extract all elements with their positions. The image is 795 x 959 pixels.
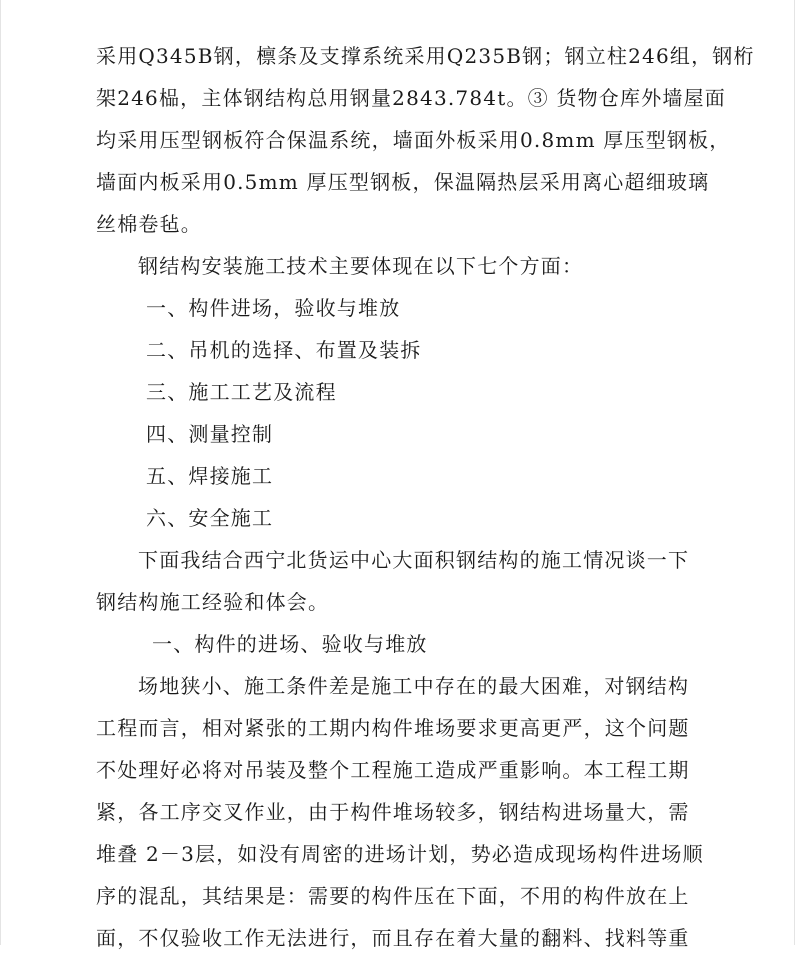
list-item: 一、构件进场，验收与堆放 — [146, 296, 401, 320]
text-line: 堆叠 2－3层，如没有周密的进场计划，势必造成现场构件进场顺 — [96, 842, 704, 866]
text-line: 面，不仅验收工作无法进行，而且存在着大量的翻料、找料等重 — [96, 926, 690, 950]
text-line: 丝棉卷毡。 — [96, 212, 202, 236]
paragraph-start: 场地狭小、施工条件差是施工中存在的最大困难，对钢结构 — [138, 674, 690, 698]
paragraph-start: 下面我结合西宁北货运中心大面积钢结构的施工情况谈一下 — [138, 548, 690, 572]
text-line: 工程而言，相对紧张的工期内构件堆场要求更高更严，这个问题 — [96, 716, 690, 740]
text-line: 紧，各工序交叉作业，由于构件堆场较多，钢结构进场量大，需 — [96, 800, 690, 824]
list-item: 二、吊机的选择、布置及装拆 — [146, 338, 422, 362]
text-line: 采用Q345B钢，檩条及支撑系统采用Q235B钢；钢立柱246组，钢桁 — [96, 44, 755, 68]
text-line: 均采用压型钢板符合保温系统，墙面外板采用0.8mm 厚压型钢板， — [96, 128, 731, 152]
text-line: 不处理好必将对吊装及整个工程施工造成严重影响。本工程工期 — [96, 758, 690, 782]
list-item: 四、测量控制 — [146, 422, 274, 446]
paragraph-intro: 钢结构安装施工技术主要体现在以下七个方面： — [138, 254, 584, 278]
list-item: 五、焊接施工 — [146, 464, 274, 488]
list-item: 三、施工工艺及流程 — [146, 380, 337, 404]
text-line: 序的混乱，其结果是：需要的构件压在下面，不用的构件放在上 — [96, 884, 690, 908]
document-body — [96, 35, 755, 959]
list-item: 六、安全施工 — [146, 506, 274, 530]
text-line: 墙面内板采用0.5mm 厚压型钢板，保温隔热层采用离心超细玻璃 — [96, 170, 710, 194]
text-line: 钢结构施工经验和体会。 — [96, 590, 330, 614]
section-heading: 一、构件的进场、验收与堆放 — [152, 632, 428, 656]
text-line: 架246榀，主体钢结构总用钢量2843.784t。③ 货物仓库外墙屋面 — [96, 86, 726, 110]
